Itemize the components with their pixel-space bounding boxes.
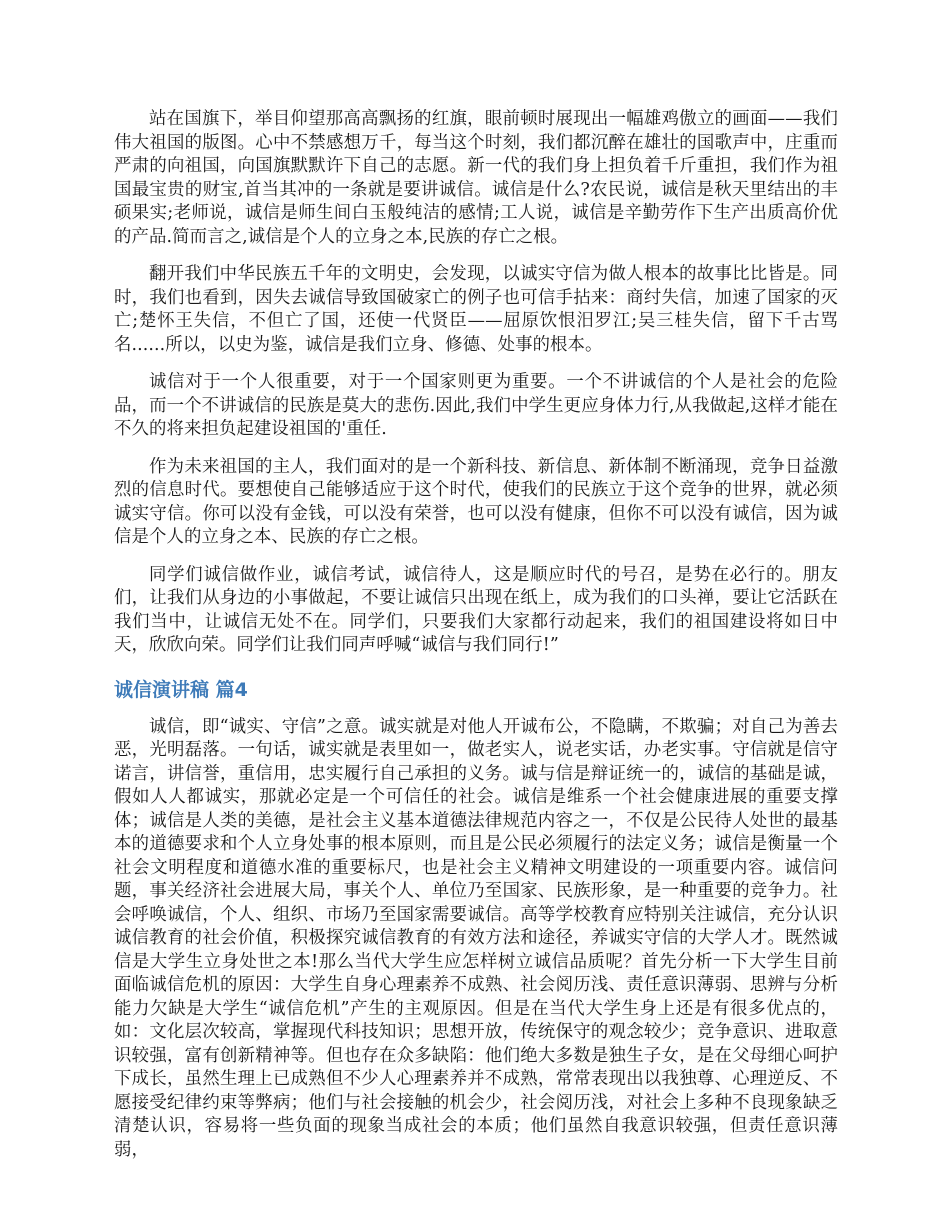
- section-title: 诚信演讲稿 篇4: [114, 678, 248, 701]
- paragraph: 同学们诚信做作业，诚信考试，诚信待人，这是顺应时代的号召，是势在必行的。朋友们，让我们从身边的小事做起，不要让诚信只出现在纸上，成为我们的口头禅，要让它活跃在我们当中，让诚信无处不在。同学们，只要我们大家都行动起来，我们的祖国建设将如日中天，欣欣向荣。同学们让我们同声呼喊“诚信与我们同行!”: [114, 564, 838, 655]
- paragraph: 站在国旗下，举目仰望那高高飘扬的红旗，眼前顿时展现出一幅雄鸡傲立的画面——我们伟大祖国的版图。心中不禁感想万千，每当这个时刻，我们都沉醉在雄壮的国歌声中，庄重而严肃的向祖国，向国旗默默许下自己的志愿。新一代的我们身上担负着千斤重担，我们作为祖国最宝贵的财宝,首当其冲的一条就是要讲诚信。诚信是什么?农民说，诚信是秋天里结出的丰硕果实;老师说，诚信是师生间白玉般纯洁的感情;工人说，诚信是辛勤劳作下生产出质高价优的产品.简而言之,诚信是个人的立身之本,民族的存亡之根。: [114, 109, 838, 247]
- document-page: [114, 108, 838, 1176]
- paragraph: 诚信，即“诚实、守信”之意。诚实就是对他人开诚布公，不隐瞒，不欺骗；对自己为善去恶，光明磊落。一句话，诚实就是表里如一，做老实人，说老实话，办老实事。守信就是信守诺言，讲信誉，重信用，忠实履行自己承担的义务。诚与信是辩证统一的，诚信的基础是诚，假如人人都诚实，那就必定是一个可信任的社会。诚信是维系一个社会健康进展的重要支撑体；诚信是人类的美德，是社会主义基本道德法律规范内容之一，不仅是公民待人处世的最基本的道德要求和个人立身处事的根本原则，而且是公民必须履行的法定义务；诚信是衡量一个社会文明程度和道德水准的重要标尺，也是社会主义精神文明建设的一项重要内容。诚信问题，事关经济社会进展大局，事关个人、单位乃至国家、民族形象，是一种重要的竞争力。社会呼唤诚信，个人、组织、市场乃至国家需要诚信。高等学校教育应特别关注诚信，充分认识诚信教育的社会价值，积极探究诚信教育的有效方法和途径，养诚实守信的大学人才。既然诚信是大学生立身处世之本!那么当代大学生应怎样树立诚信品质呢？首先分析一下大学生目前面临诚信危机的原因：大学生自身心理素养不成熟、社会阅历浅、责任意识薄弱、思辨与分析能力欠缺是大学生“诚信危机”产生的主观原因。但是在当代大学生身上还是有很多优点的，如：文化层次较高，掌握现代科技知识；思想开放，传统保守的观念较少；竞争意识、进取意识较强，富有创新精神等。但也存在众多缺陷：他们绝大多数是独生子女，是在父母细心呵护下成长，虽然生理上已成熟但不少人心理素养并不成熟，常常表现出以我独尊、心理逆反、不愿接受纪律约束等弊病；他们与社会接触的机会少，社会阅历浅，对社会上多种不良现象缺乏清楚认识，容易将一些负面的现象当成社会的本质；他们虽然自我意识较强，但责任意识薄弱，: [114, 716, 838, 1160]
- paragraph: 作为未来祖国的主人，我们面对的是一个新科技、新信息、新体制不断涌现，竞争日益激烈的信息时代。要想使自己能够适应于这个时代，使我们的民族立于这个竞争的世界，就必须诚实守信。你可以没有金钱，可以没有荣誉，也可以没有健康，但你不可以没有诚信，因为诚信是个人的立身之本、民族的存亡之根。: [114, 456, 838, 547]
- paragraph: 翻开我们中华民族五千年的文明史，会发现，以诚实守信为做人根本的故事比比皆是。同时，我们也看到，因失去诚信导致国破家亡的例子也可信手拈来：商纣失信，加速了国家的灭亡;楚怀王失信，不但亡了国，还使一代贤臣——屈原饮恨汨罗江;吴三桂失信，留下千古骂名......所以，以史为鉴，诚信是我们立身、修德、处事的根本。: [114, 264, 838, 355]
- paragraph: 诚信对于一个人很重要，对于一个国家则更为重要。一个不讲诚信的个人是社会的危险品，而一个不讲诚信的民族是莫大的悲伤.因此,我们中学生更应身体力行,从我做起,这样才能在不久的将来担负起建设祖国的'重任.: [114, 372, 838, 439]
